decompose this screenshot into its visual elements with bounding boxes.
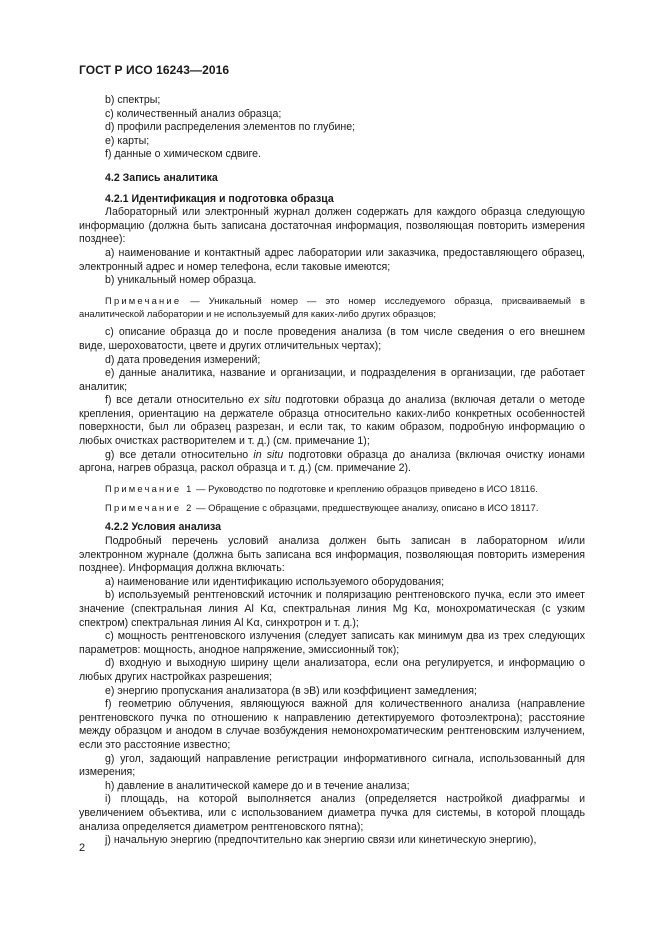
note-label: Примечание 1 — [105, 482, 194, 494]
note-1 — [79, 483, 585, 496]
list-item: c) количественный анализ образца; — [105, 107, 282, 120]
list-item: d) дата проведения измерений; — [105, 353, 261, 366]
italic-term: ex situ — [248, 394, 281, 407]
text: подготовки образца до анализа (включая детали о методе крепления, ориентацию на держателе образца относительно каких-либо конкретных особенностей поверхности, был ли образец разрезан, и если так, то каким образом, подробную информацию о любых очистках растворителем и т. д.) (см. примечание 1); — [79, 394, 585, 448]
list-item: а) наименование и контактный адрес лаборатории или заказчика, предоставляющего образец, электронный адрес и номер телефона, если таковые имеются; — [79, 246, 585, 273]
text: f) все детали относительно — [105, 394, 249, 407]
list-item: e) карты; — [105, 134, 150, 147]
page-content — [79, 94, 585, 848]
list-item: b) спектры; — [105, 94, 161, 106]
list-item: b) используемый рентгеновский источник и поляризацию рентгеновского пучка, если это имеет значение (спектральная линия Al Kα, спектральная линия Mg Kα, монохроматическая (с узким спектром) спектральная линия Al Kα, синхротрон и т. д.); — [79, 589, 585, 629]
note-label: Примечание — [105, 294, 182, 306]
italic-term: in situ — [253, 448, 284, 461]
list-item: е) энергию пропускания анализатора (в эВ) или коэффициент замедления; — [105, 684, 477, 697]
page-number: 2 — [79, 842, 86, 854]
note-text: — Уникальный номер — это номер исследуемого образца, присваиваемый в аналитической лаборатории и не используемый для каких-либо других образцов; — [79, 294, 585, 319]
list-item: i) площадь, на которой выполняется анализ (определяется настройкой диафрагмы и увеличением объектива, или с использованием диаметра пучка для системы, в которой площадь анализа определяется диаметром рентгеновского пятна); — [79, 793, 585, 833]
list-item: g) угол, задающий направление регистрации информативного сигнала, использованный для измерения; — [79, 752, 585, 779]
note-text: — Обращение с образцами, предшествующее анализу, описано в ИСО 18117. — [193, 501, 539, 513]
list-item: е) данные аналитика, название и организации, и подразделения в организации, где работает аналитик; — [79, 367, 585, 393]
document-header: ГОСТ Р ИСО 16243—2016 — [79, 63, 230, 77]
list-item: j) начальную энергию (предпочтительно как энергию связи или кинетическую энергию), — [105, 834, 537, 847]
list-item: d) входную и выходную ширину щели анализатора, если она регулируется, и информацию о любых других настройках разрешения; — [79, 657, 585, 683]
paragraph: Лабораторный или электронный журнал должен содержать для каждого образца следующую информацию (должна быть записана достаточная информация, позволяющая повторить измерения позднее): — [79, 206, 585, 246]
section-heading-4-2-1: 4.2.1 Идентификация и подготовка образца — [105, 192, 334, 205]
list-item: с) описание образца до и после проведения анализа (в том числе сведения о его внешнем виде, шероховатости, цвете и других отличительных чертах); — [79, 326, 585, 352]
text: подготовки образца до анализа (включая очистку ионами аргона, нагрев образца, раскол образца и т. д.) (см. примечание 2). — [79, 448, 585, 475]
note — [79, 295, 585, 321]
section-heading-4-2: 4.2 Запись аналитика — [105, 171, 218, 184]
note-label: Примечание 2 — [105, 501, 194, 513]
section-heading-4-2-2: 4.2.2 Условия анализа — [105, 521, 221, 534]
list-item — [79, 394, 585, 448]
paragraph: Подробный перечень условий анализа должен быть записан в лабораторном и/или электронном журнале (должна быть записана вся информация, позволяющая повторить измерения позднее). Информация должна включать: — [79, 535, 585, 575]
text: g) все детали относительно — [105, 448, 254, 461]
list-item: а) наименование или идентификацию используемого оборудования; — [105, 575, 445, 588]
list-item: b) уникальный номер образца. — [105, 274, 257, 287]
list-item: f) данные о химическом сдвиге. — [105, 148, 261, 161]
list-item — [79, 449, 585, 476]
list-item: с) мощность рентгеновского излучения (следует записать как минимум два из трех следующих параметров: мощность, анодное напряжение, эмиссионный ток); — [79, 630, 585, 656]
note-2 — [79, 502, 585, 515]
note-text: — Руководство по подготовке и креплению образцов приведено в ИСО 18116. — [193, 482, 538, 494]
list-item: f) геометрию облучения, являющуюся важной для количественного анализа (направление рентгеновского пучка по отношению к направлению детектируемого фотоэлектрона); расстояние между образцом и анодом в случае возбуждения немонохроматическим рентгеновским излучением, если это расстояние известно; — [79, 698, 585, 751]
list-item: d) профили распределения элементов по глубине; — [105, 121, 356, 134]
list-item: h) давление в аналитической камере до и в течение анализа; — [105, 779, 410, 792]
